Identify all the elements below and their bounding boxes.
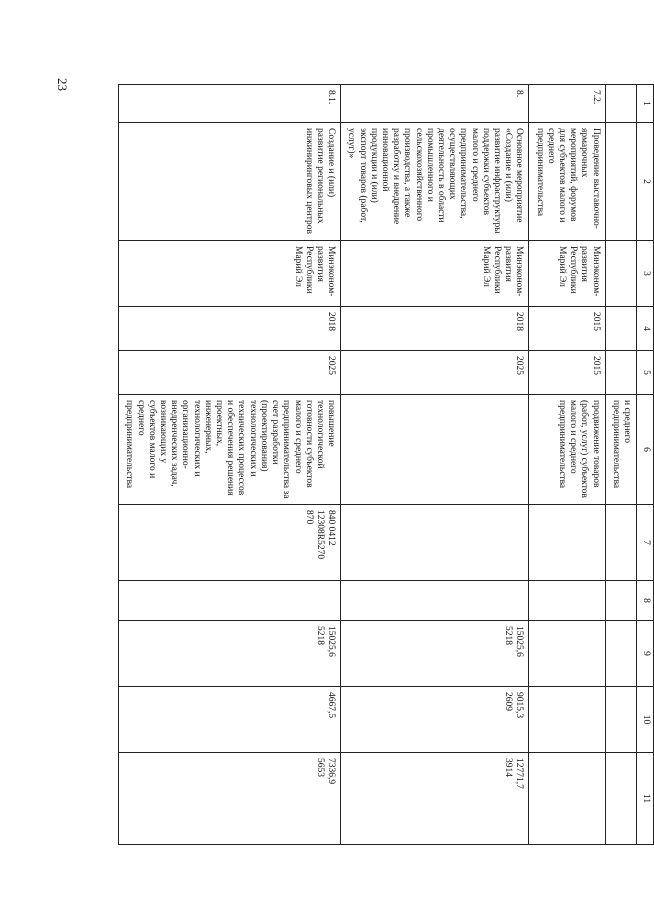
table-row — [605, 85, 636, 845]
responsible: Минэконом-развития Республики Марий Эл — [341, 241, 529, 307]
responsible: Минэконом-развития Республики Марий Эл — [529, 241, 605, 307]
col-10-value: 4667,5 — [119, 687, 341, 753]
column-header: 6 — [637, 395, 654, 505]
column-header: 8 — [637, 581, 654, 621]
activity-name: Основное мероприятие «Создание и (или) развитие инфраструктуры поддержки субъектов малого и среднего предпринимательства, осуществляющих деятельность в области промышленного и сельскохозяйственного производства, а также разработку и внедрение инновационной продукции и (или) экспорт товаров (работ, услуг)» — [341, 123, 529, 241]
col-8-value — [529, 581, 605, 621]
row-number: 8.1. — [119, 85, 341, 123]
column-header: 7 — [637, 505, 654, 581]
end-year: 2025 — [341, 351, 529, 395]
table-row — [529, 85, 605, 845]
start-year: 2015 — [529, 307, 605, 351]
table-row — [341, 85, 529, 845]
start-year: 2018 — [341, 307, 529, 351]
col-9-value — [605, 621, 636, 687]
expected-result: и среднего предпринимательства — [605, 395, 636, 505]
col-10-value — [529, 687, 605, 753]
expected-result — [341, 395, 529, 505]
col-8-value — [341, 581, 529, 621]
activity-name: Проведение выставочно-ярмарочных мероприятий, форумов для субъектов малого и среднего предпринимательства — [529, 123, 605, 241]
start-year: 2018 — [119, 307, 341, 351]
column-header: 2 — [637, 123, 654, 241]
responsible — [605, 241, 636, 307]
column-header: 9 — [637, 621, 654, 687]
row-number: 8. — [341, 85, 529, 123]
budget-code — [341, 505, 529, 581]
col-11-value — [529, 753, 605, 845]
col-11-value — [605, 753, 636, 845]
column-header: 11 — [637, 753, 654, 845]
budget-code — [529, 505, 605, 581]
start-year — [605, 307, 636, 351]
col-9-value: 15025,6 5218 — [341, 621, 529, 687]
end-year: 2015 — [529, 351, 605, 395]
col-11-value: 12771,7 3914 — [341, 753, 529, 845]
column-header: 4 — [637, 307, 654, 351]
end-year — [605, 351, 636, 395]
program-activities-table — [118, 84, 654, 845]
table-row — [119, 85, 341, 845]
column-header: 5 — [637, 351, 654, 395]
column-header: 1 — [637, 85, 654, 123]
col-11-value: 7336,9 5653 — [119, 753, 341, 845]
expected-result: продвижение товаров (работ, услуг) субъектов малого и среднего предпринимательства — [529, 395, 605, 505]
responsible: Минэконом-развития Республики Марий Эл — [119, 241, 341, 307]
activity-name: Создание и (или) развитие региональных инжиниринговых центров — [119, 123, 341, 241]
activity-name — [605, 123, 636, 241]
rotated-table-container — [108, 84, 654, 844]
col-10-value: 9015,3 2609 — [341, 687, 529, 753]
col-8-value — [119, 581, 341, 621]
col-9-value: 15025,6 5218 — [119, 621, 341, 687]
end-year: 2025 — [119, 351, 341, 395]
column-header: 10 — [637, 687, 654, 753]
page-number: 23 — [55, 78, 70, 91]
row-number: 7.2. — [529, 85, 605, 123]
budget-code: 840 0412 12308R5270 870 — [119, 505, 341, 581]
row-number — [605, 85, 636, 123]
expected-result: повышение технологической готовности субъектов малого и среднего предпринимательства за счет разработки (проектирования) технологических и технических процессов и обеспечения решения проектных, инженерных, технологических и организационно-внедренческих задач, возникающих у субъектов малого и среднего предпринимательства — [119, 395, 341, 505]
header-row — [637, 85, 654, 845]
budget-code — [605, 505, 636, 581]
col-8-value — [605, 581, 636, 621]
column-header: 3 — [637, 241, 654, 307]
col-10-value — [605, 687, 636, 753]
col-9-value — [529, 621, 605, 687]
